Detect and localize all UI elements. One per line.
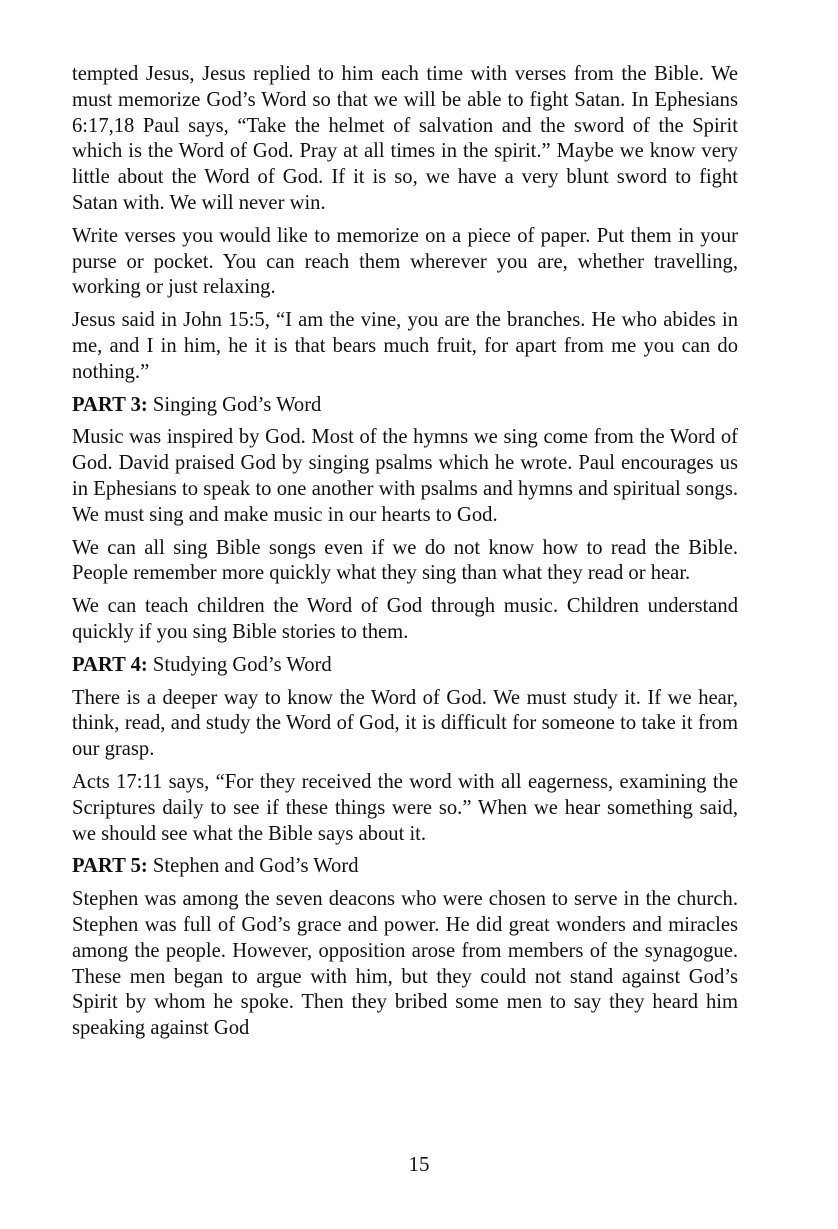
paragraph-tempted-jesus: tempted Jesus, Jesus replied to him each time with verses from the Bible. We must memorize God’s Word so that we will be able to fight Satan. In Ephesians 6:17,18 Paul says, “Take the helmet of salvation and the sword of the Spirit which is the Word of God. Pray at all times in the spirit.” Maybe we know very little about the Word of God. If it is so, we have a very blunt sword to fight Satan with. We will never win.: [72, 63, 738, 214]
paragraph-bible-songs: We can all sing Bible songs even if we do not know how to read the Bible. People remember more quickly what they sing than what they read or hear.: [72, 536, 738, 585]
paragraph-write-verses: Write verses you would like to memorize on a piece of paper. Put them in your purse or pocket. You can reach them wherever you are, whether travelling, working or just relaxing.: [72, 224, 738, 299]
part-4-title: Studying God’s Word: [152, 653, 332, 676]
paragraph-acts-17-11: Acts 17:11 says, “For they received the word with all eagerness, examining the Scriptures daily to see if these things were so.” When we hear something said, we should see what the Bible says about it.: [72, 770, 738, 845]
part-5-label: PART 5:: [72, 855, 148, 878]
page-number: 15: [408, 1152, 430, 1176]
part-3-title: Singing God’s Word: [152, 393, 322, 416]
paragraph-teach-children: We can teach children the Word of God through music. Children understand quickly if you sing Bible stories to them.: [72, 595, 738, 643]
part-5-title: Stephen and God’s Word: [152, 855, 359, 878]
part-4-heading: [72, 653, 738, 679]
part-5-heading: [72, 854, 738, 880]
part-3-heading: [72, 393, 738, 419]
paragraph-vine-branches: Jesus said in John 15:5, “I am the vine, you are the branches. He who abides in me, and I in him, he it is that bears much fruit, for apart from me you can do nothing.”: [72, 309, 738, 383]
paragraph-deeper-way: There is a deeper way to know the Word of God. We must study it. If we hear, think, read, and study the Word of God, it is difficult for someone to take it from our grasp.: [72, 686, 738, 761]
paragraph-stephen: Stephen was among the seven deacons who were chosen to serve in the church. Stephen was full of God’s grace and power. He did great wonders and miracles among the people. However, opposition arose from members of the synagogue. These men began to argue with him, but they could not stand against God’s Spirit by whom he spoke. Then they bribed some men to say they heard him speaking against God: [72, 888, 738, 1040]
page-body: [72, 62, 738, 1049]
part-3-label: PART 3:: [72, 393, 148, 416]
paragraph-music-inspired: Music was inspired by God. Most of the hymns we sing come from the Word of God. David praised God by singing psalms which he wrote. Paul encourages us in Ephesians to speak to one another with psalms and hymns and spiritual songs. We must sing and make music in our hearts to God.: [72, 426, 738, 526]
part-4-label: PART 4:: [72, 653, 148, 676]
